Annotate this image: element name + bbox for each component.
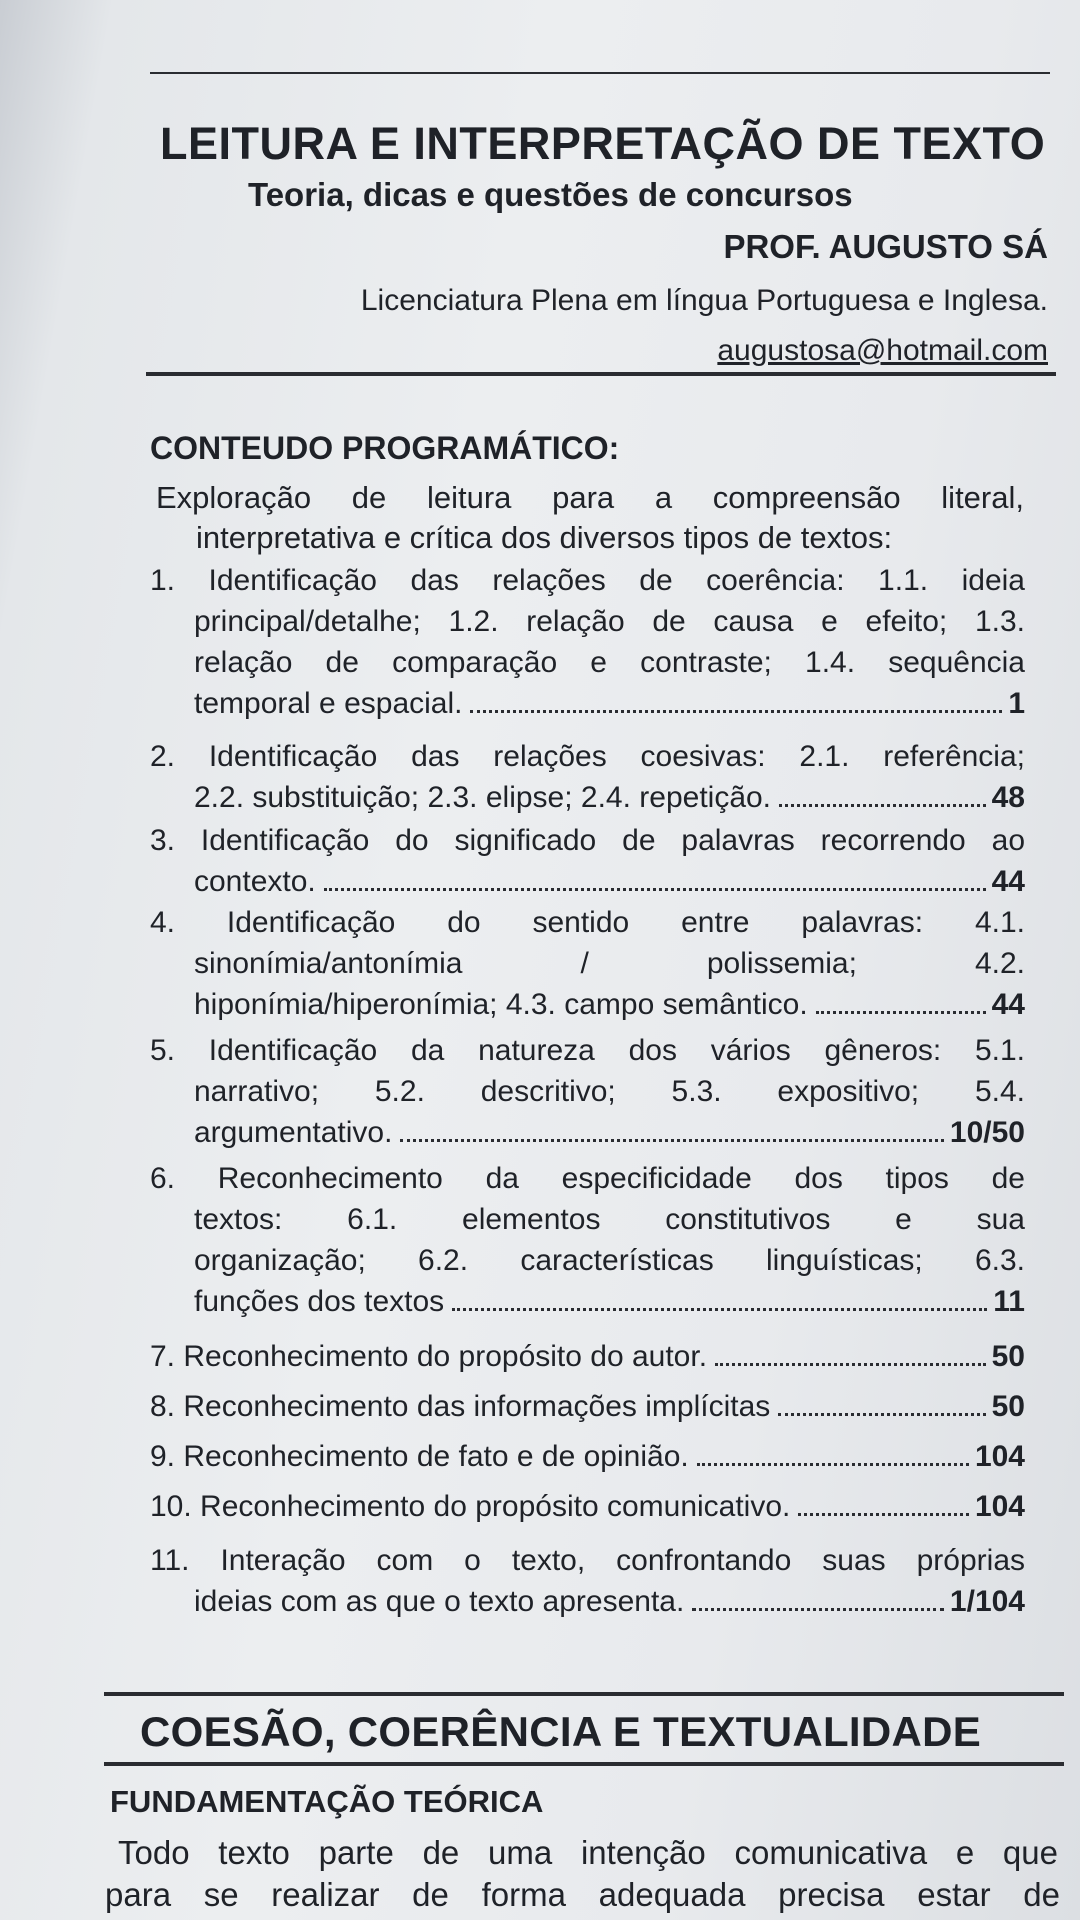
book-subtitle: Teoria, dicas e questões de concursos bbox=[248, 176, 853, 213]
toc-item-text: 5. Identificação da natureza dos vários gêneros: 5.1. bbox=[150, 1034, 1025, 1067]
toc-item-text: 6. Reconhecimento da especificidade dos tipos de bbox=[150, 1162, 1025, 1195]
section-rule-top bbox=[104, 1692, 1064, 1696]
toc-item-text: 11. Interação com o texto, confrontando suas próprias bbox=[150, 1544, 1025, 1577]
toc-item-text: 2.2. substituição; 2.3. elipse; 2.4. repetição. bbox=[194, 781, 772, 814]
dot-leader bbox=[779, 804, 986, 807]
toc-page-number: 11 bbox=[993, 1285, 1025, 1318]
toc-item-text: 10. Reconhecimento do propósito comunicativo. bbox=[150, 1490, 791, 1523]
toc-item-text: funções dos textos bbox=[194, 1285, 445, 1318]
dot-leader bbox=[715, 1363, 986, 1366]
toc-page-number: 44 bbox=[991, 865, 1025, 898]
program-intro-line1: Exploração de leitura para a compreensão literal, bbox=[156, 480, 1024, 515]
section-rule-bottom bbox=[104, 1762, 1064, 1766]
toc-item-text: argumentativo. bbox=[194, 1116, 393, 1149]
toc-item-text: 4. Identificação do sentido entre palavras: 4.1. bbox=[150, 906, 1025, 939]
toc-page-number: 1 bbox=[1008, 687, 1025, 720]
toc-page-number: 1/104 bbox=[949, 1585, 1025, 1618]
toc-item bbox=[150, 560, 1025, 724]
toc-item-text: organização; 6.2. características linguísticas; 6.3. bbox=[194, 1244, 1025, 1277]
toc-item bbox=[150, 1540, 1025, 1622]
toc-item-text: relação de comparação e contraste; 1.4. sequência bbox=[194, 646, 1025, 679]
author-name: PROF. AUGUSTO SÁ bbox=[723, 228, 1048, 265]
toc-item-text: 1. Identificação das relações de coerência: 1.1. ideia bbox=[150, 564, 1025, 597]
toc-item-text: textos: 6.1. elementos constitutivos e sua bbox=[194, 1203, 1025, 1236]
toc-item bbox=[150, 820, 1025, 902]
toc-item-text: 2. Identificação das relações coesivas: 2.1. referência; bbox=[150, 740, 1025, 773]
dot-leader bbox=[816, 1011, 986, 1014]
dot-leader bbox=[324, 888, 986, 891]
toc-page-number: 50 bbox=[991, 1340, 1025, 1373]
section-heading: COESÃO, COERÊNCIA E TEXTUALIDADE bbox=[140, 1708, 982, 1755]
toc-item bbox=[150, 902, 1025, 1025]
dot-leader bbox=[778, 1413, 985, 1416]
dot-leader bbox=[400, 1139, 943, 1142]
body-line2: para se realizar de forma adequada precisa estar de bbox=[105, 1876, 1060, 1913]
toc-item-text: contexto. bbox=[194, 865, 316, 898]
toc-page-number: 48 bbox=[991, 781, 1025, 814]
toc-item bbox=[150, 1386, 1025, 1427]
toc-item-text: principal/detalhe; 1.2. relação de causa e efeito; 1.3. bbox=[194, 605, 1025, 638]
toc-item bbox=[150, 1336, 1025, 1377]
dot-leader bbox=[452, 1308, 987, 1311]
section-subheading: FUNDAMENTAÇÃO TEÓRICA bbox=[110, 1784, 544, 1819]
toc-item-text: 9. Reconhecimento de fato e de opinião. bbox=[150, 1440, 689, 1473]
toc-item-text: ideias com as que o texto apresenta. bbox=[194, 1585, 685, 1618]
toc-page-number: 104 bbox=[974, 1490, 1025, 1523]
toc-item-text: 3. Identificação do significado de palavras recorrendo ao bbox=[150, 824, 1025, 857]
toc-item-text: hiponímia/hiperonímia; 4.3. campo semântico. bbox=[194, 988, 808, 1021]
toc-item-text: temporal e espacial. bbox=[194, 687, 463, 720]
author-email: augustosa@hotmail.com bbox=[717, 334, 1048, 367]
toc-item-text: narrativo; 5.2. descritivo; 5.3. expositivo; 5.4. bbox=[194, 1075, 1025, 1108]
toc-page-number: 50 bbox=[991, 1390, 1025, 1423]
dot-leader bbox=[697, 1463, 969, 1466]
toc-page-number: 44 bbox=[991, 988, 1025, 1021]
author-degree: Licenciatura Plena em língua Portuguesa e Inglesa. bbox=[360, 284, 1048, 317]
toc-item bbox=[150, 1436, 1025, 1477]
dot-leader bbox=[470, 710, 1002, 713]
toc-page-number: 104 bbox=[974, 1440, 1025, 1473]
top-rule bbox=[150, 72, 1050, 74]
toc-item-text: 8. Reconhecimento das informações implícitas bbox=[150, 1390, 771, 1423]
toc-item-text: sinonímia/antonímia / polissemia; 4.2. bbox=[194, 947, 1025, 980]
toc-page-number: 10/50 bbox=[949, 1116, 1025, 1149]
dot-leader bbox=[798, 1513, 969, 1516]
toc-item bbox=[150, 736, 1025, 818]
toc-item bbox=[150, 1158, 1025, 1322]
toc-item bbox=[150, 1030, 1025, 1153]
program-heading: CONTEUDO PROGRAMÁTICO: bbox=[150, 430, 620, 466]
body-line1: Todo texto parte de uma intenção comunicativa e que bbox=[118, 1834, 1058, 1871]
header-rule bbox=[146, 372, 1056, 376]
toc-item bbox=[150, 1486, 1025, 1527]
dot-leader bbox=[692, 1608, 944, 1611]
toc-item-text: 7. Reconhecimento do propósito do autor. bbox=[150, 1340, 708, 1373]
program-intro-line2: interpretativa e crítica dos diversos tipos de textos: bbox=[196, 520, 893, 555]
book-title: LEITURA E INTERPRETAÇÃO DE TEXTO bbox=[160, 118, 1046, 169]
